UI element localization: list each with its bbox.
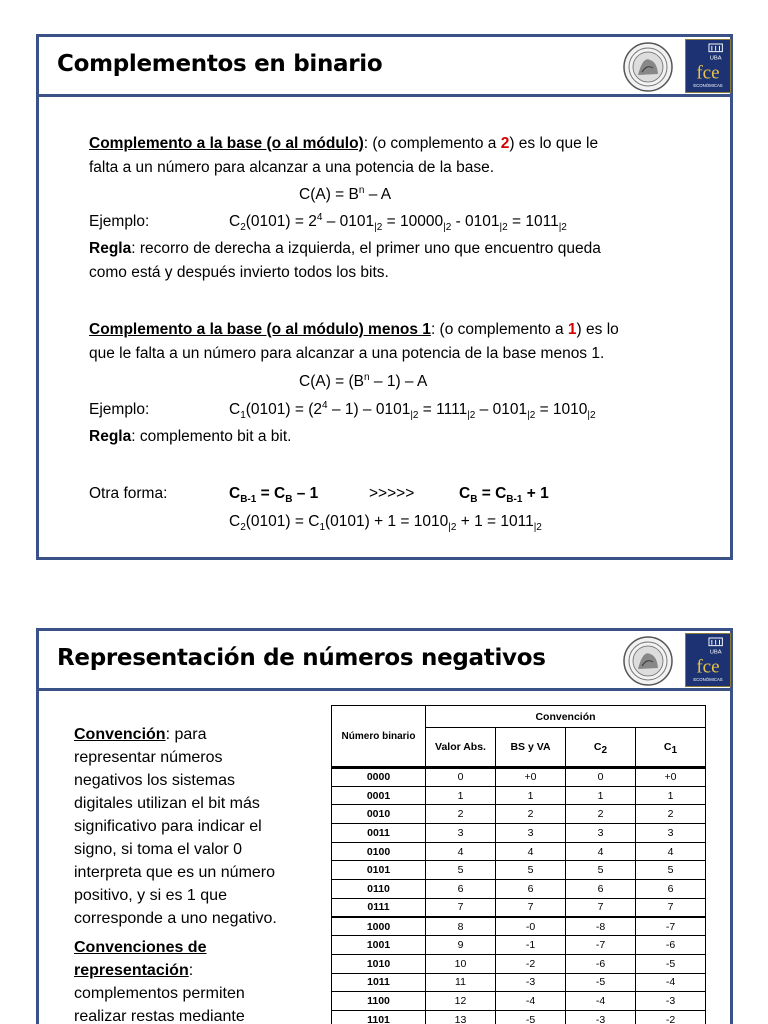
university-seal-icon	[623, 42, 673, 92]
binary-cell: 0001	[332, 786, 426, 805]
otra-forma-formula-1: $C_{B-1} = C_B - 1$	[229, 485, 319, 506]
value-cell: 1	[566, 786, 636, 805]
slide-complementos	[36, 34, 733, 560]
value-cell: 12	[426, 992, 496, 1011]
uba-text: UBA	[709, 55, 722, 62]
value-cell: 7	[496, 898, 566, 917]
conv-line-4: significativo para indicar el	[74, 818, 262, 835]
value-cell: 3	[636, 824, 706, 843]
header-bs-va: BS y VA	[496, 728, 566, 768]
university-seal-icon	[623, 636, 673, 686]
binary-cell: 0101	[332, 861, 426, 880]
conv2-line-0	[74, 936, 206, 959]
value-cell: 10	[426, 954, 496, 973]
table-row	[332, 805, 706, 824]
binary-cell: 0000	[332, 768, 426, 787]
slide-header	[39, 37, 730, 97]
ejemplo-2: $C_1(0101) = (2^4 - 1) - 0101_{|2} = 1111_{|2} - 0101_{|2} = 1010_{|2}$	[229, 399, 596, 422]
header-convencion: Convención	[426, 706, 706, 728]
value-cell: -2	[636, 1010, 706, 1024]
fce-logo	[685, 39, 731, 93]
svg-text:UBA: UBA	[709, 649, 722, 656]
binary-cell: 0011	[332, 824, 426, 843]
value-cell: 1	[496, 786, 566, 805]
conv-line-0: Convención: para	[74, 726, 207, 743]
value-cell: -3	[636, 992, 706, 1011]
value-cell: -6	[636, 936, 706, 955]
table-row	[332, 824, 706, 843]
value-cell: 0	[566, 768, 636, 787]
header-valor-abs: Valor Abs.	[426, 728, 496, 768]
value-cell: 3	[496, 824, 566, 843]
value-cell: 6	[636, 880, 706, 899]
conv2-line-2: complementos permiten	[74, 985, 245, 1002]
table-row	[332, 917, 706, 936]
p2-heading: Complemento a la base (o al módulo) menos 1	[89, 321, 431, 338]
header-c1: $C_1$	[636, 728, 706, 768]
value-cell: 9	[426, 936, 496, 955]
table-row	[332, 898, 706, 917]
value-cell: -5	[566, 973, 636, 992]
value-cell: 4	[636, 842, 706, 861]
ejemplo-1: $C_2(0101) = 2^4 - 0101_{|2} = 10000_{|2} - 0101_{|2} = 1011_{|2}$	[229, 211, 567, 234]
value-cell: 1	[636, 786, 706, 805]
p1-highlight: 2	[500, 135, 510, 152]
value-cell: 8	[426, 917, 496, 936]
ejemplo-label-1: Ejemplo:	[89, 213, 150, 230]
fce-text: fce	[696, 62, 720, 84]
value-cell: 2	[426, 805, 496, 824]
binary-cell: 1010	[332, 954, 426, 973]
value-cell: 2	[566, 805, 636, 824]
slide-numeros-negativos	[36, 628, 733, 1024]
table-row	[332, 768, 706, 787]
value-cell: -3	[566, 1010, 636, 1024]
ejemplo-label-2: Ejemplo:	[89, 401, 150, 418]
binary-cell: 1101	[332, 1010, 426, 1024]
value-cell: 3	[566, 824, 636, 843]
value-cell: 3	[426, 824, 496, 843]
value-cell: 5	[496, 861, 566, 880]
svg-text:fce: fce	[696, 656, 720, 678]
p2-highlight: 1	[567, 321, 577, 338]
value-cell: -2	[496, 954, 566, 973]
value-cell: -6	[566, 954, 636, 973]
value-cell: 7	[566, 898, 636, 917]
value-cell: -4	[496, 992, 566, 1011]
conv2-line-1: representación:	[74, 962, 194, 979]
value-cell: 1	[426, 786, 496, 805]
p1-formula: $C(A) = B^n - A$	[299, 184, 392, 203]
value-cell: 13	[426, 1010, 496, 1024]
conv-line-5: signo, si toma el valor 0	[74, 841, 243, 858]
slide-title: Representación de números negativos	[57, 645, 546, 671]
value-cell: 5	[636, 861, 706, 880]
svg-text:ECONÓMICAS: ECONÓMICAS	[693, 677, 723, 683]
value-cell: 7	[636, 898, 706, 917]
table-row	[332, 992, 706, 1011]
binary-cell: 0100	[332, 842, 426, 861]
header-c2: $C_2$	[566, 728, 636, 768]
otra-forma-formula-2: $C_B = C_{B-1} + 1$	[459, 485, 549, 506]
table-body	[332, 768, 706, 1024]
otra-forma-label: Otra forma:	[89, 485, 168, 502]
value-cell: -5	[496, 1010, 566, 1024]
value-cell: 4	[426, 842, 496, 861]
value-cell: -7	[566, 936, 636, 955]
p1-heading: Complemento a la base (o al módulo)	[89, 135, 364, 152]
value-cell: -3	[496, 973, 566, 992]
header-numero-binario: Número binario	[332, 706, 426, 768]
table-row	[332, 842, 706, 861]
value-cell: +0	[636, 768, 706, 787]
slide-header	[39, 631, 730, 691]
conv2-heading: Convenciones de	[74, 939, 207, 956]
fce-subtext: ECONÓMICAS	[693, 83, 723, 89]
regla-1-line2: como está y después invierto todos los bits.	[89, 264, 389, 281]
p2-line2: que le falta a un número para alcanzar a una potencia de la base menos 1.	[89, 345, 605, 362]
value-cell: 0	[426, 768, 496, 787]
value-cell: -7	[636, 917, 706, 936]
value-cell: 7	[426, 898, 496, 917]
value-cell: 5	[566, 861, 636, 880]
p2-line1: Complemento a la base (o al módulo) menos 1: (o complemento a 1) es lo	[89, 321, 619, 338]
binary-cell: 1100	[332, 992, 426, 1011]
value-cell: 11	[426, 973, 496, 992]
conv-heading: Convención	[74, 726, 166, 743]
conv-line-1: representar números	[74, 749, 223, 766]
conv-line-3: digitales utilizan el bit más	[74, 795, 260, 812]
table-row	[332, 861, 706, 880]
p2-formula: $C(A) = (B^n - 1) - A$	[299, 371, 428, 390]
value-cell: 6	[566, 880, 636, 899]
value-cell: 2	[496, 805, 566, 824]
slide-title: Complementos en binario	[57, 51, 383, 77]
binary-cell: 1011	[332, 973, 426, 992]
value-cell: -0	[496, 917, 566, 936]
otra-forma-ejemplo: $C_2(0101) = C_1(0101) + 1 = 1010_{|2} + 1 = 1011_{|2}$	[229, 513, 542, 534]
value-cell: 4	[496, 842, 566, 861]
number-representation-table	[331, 705, 706, 1024]
binary-cell: 1000	[332, 917, 426, 936]
value-cell: 6	[426, 880, 496, 899]
table-row	[332, 880, 706, 899]
p1-line2: falta a un número para alcanzar a una potencia de la base.	[89, 159, 494, 176]
value-cell: -1	[496, 936, 566, 955]
binary-cell: 0110	[332, 880, 426, 899]
regla-1-line1: Regla: recorro de derecha a izquierda, el primer uno que encuentro queda	[89, 240, 601, 257]
table-row	[332, 973, 706, 992]
value-cell: +0	[496, 768, 566, 787]
conv-line-2: negativos los sistemas	[74, 772, 235, 789]
value-cell: 5	[426, 861, 496, 880]
conv2-line-3: realizar restas mediante	[74, 1008, 245, 1024]
table-row	[332, 954, 706, 973]
otra-forma-arrow: >>>>>	[369, 485, 415, 502]
value-cell: 2	[636, 805, 706, 824]
p1-line1: Complemento a la base (o al módulo): (o complemento a 2) es lo que le	[89, 135, 599, 152]
binary-cell: 1001	[332, 936, 426, 955]
binary-cell: 0111	[332, 898, 426, 917]
value-cell: 6	[496, 880, 566, 899]
conv-line-8: corresponde a uno negativo.	[74, 910, 277, 927]
conv-line-7: positivo, y si es 1 que	[74, 887, 227, 904]
fce-logo	[685, 633, 731, 687]
value-cell: -8	[566, 917, 636, 936]
value-cell: -4	[636, 973, 706, 992]
regla-2: Regla: complemento bit a bit.	[89, 428, 292, 445]
binary-cell: 0010	[332, 805, 426, 824]
table-row	[332, 1010, 706, 1024]
table-row	[332, 786, 706, 805]
value-cell: 4	[566, 842, 636, 861]
value-cell: -5	[636, 954, 706, 973]
conv-line-6: interpreta que es un número	[74, 864, 276, 881]
table-row	[332, 936, 706, 955]
value-cell: -4	[566, 992, 636, 1011]
